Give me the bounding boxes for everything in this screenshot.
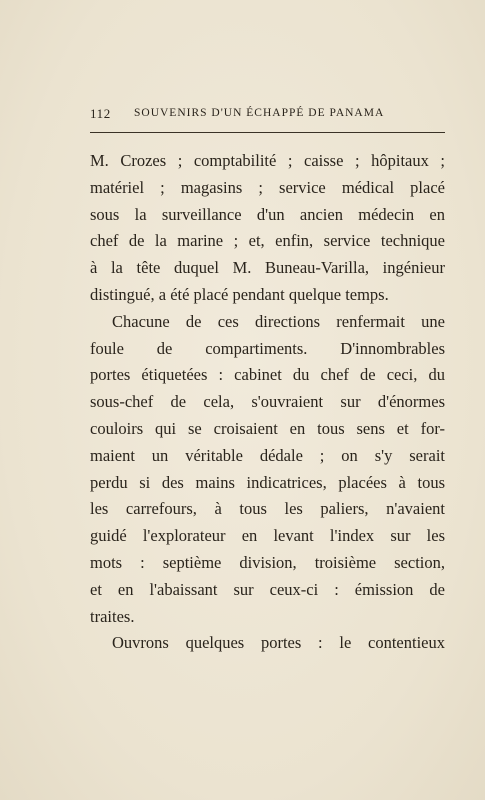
text-line: couloirs qui se croisaient en tous sens et for- [90, 418, 445, 438]
text-line: sous-chef de cela, s'ouvraient sur d'énormes [90, 392, 445, 412]
paragraph-2 [90, 309, 445, 631]
text-line: à la tête duquel M. Buneau-Varilla, ingénieur [90, 258, 445, 278]
text-line: traites. [90, 606, 135, 626]
text-line: M. Crozes ; comptabilité ; caisse ; hôpitaux ; [90, 151, 445, 170]
text-line: Chacune de ces directions renfermait une [112, 311, 445, 331]
text-line: sous la surveillance d'un ancien médecin en [90, 204, 445, 224]
text-line: portes étiquetées : cabinet du chef de ceci, du [90, 365, 445, 385]
page-number: 112 [90, 106, 111, 121]
text-line: guidé l'explorateur en levant l'index sur les [90, 526, 445, 546]
text-line: les carrefours, à tous les paliers, n'avaient [90, 499, 445, 519]
paragraph-3 [90, 630, 445, 657]
text-line: distingué, a été placé pendant quelque temps. [90, 284, 389, 304]
body-text [90, 148, 445, 657]
text-line: chef de la marine ; et, enfin, service technique [90, 231, 445, 251]
text-line: matériel ; magasins ; service médical placé [90, 177, 445, 197]
text-line: Ouvrons quelques portes : le contentieux [112, 633, 445, 653]
paragraph-1 [90, 148, 445, 309]
header-rule [90, 132, 445, 133]
text-line: foule de compartiments. D'innombrables [90, 338, 445, 358]
text-line: maient un véritable dédale ; on s'y serait [90, 445, 445, 465]
text-line: et en l'abaissant sur ceux-ci : émission de [90, 579, 445, 599]
text-line: perdu si des mains indicatrices, placées à tous [90, 472, 445, 492]
page-header [90, 106, 445, 126]
running-title: SOUVENIRS D'UN ÉCHAPPÉ DE PANAMA [134, 107, 385, 119]
text-line: mots : septième division, troisième section, [90, 552, 445, 572]
